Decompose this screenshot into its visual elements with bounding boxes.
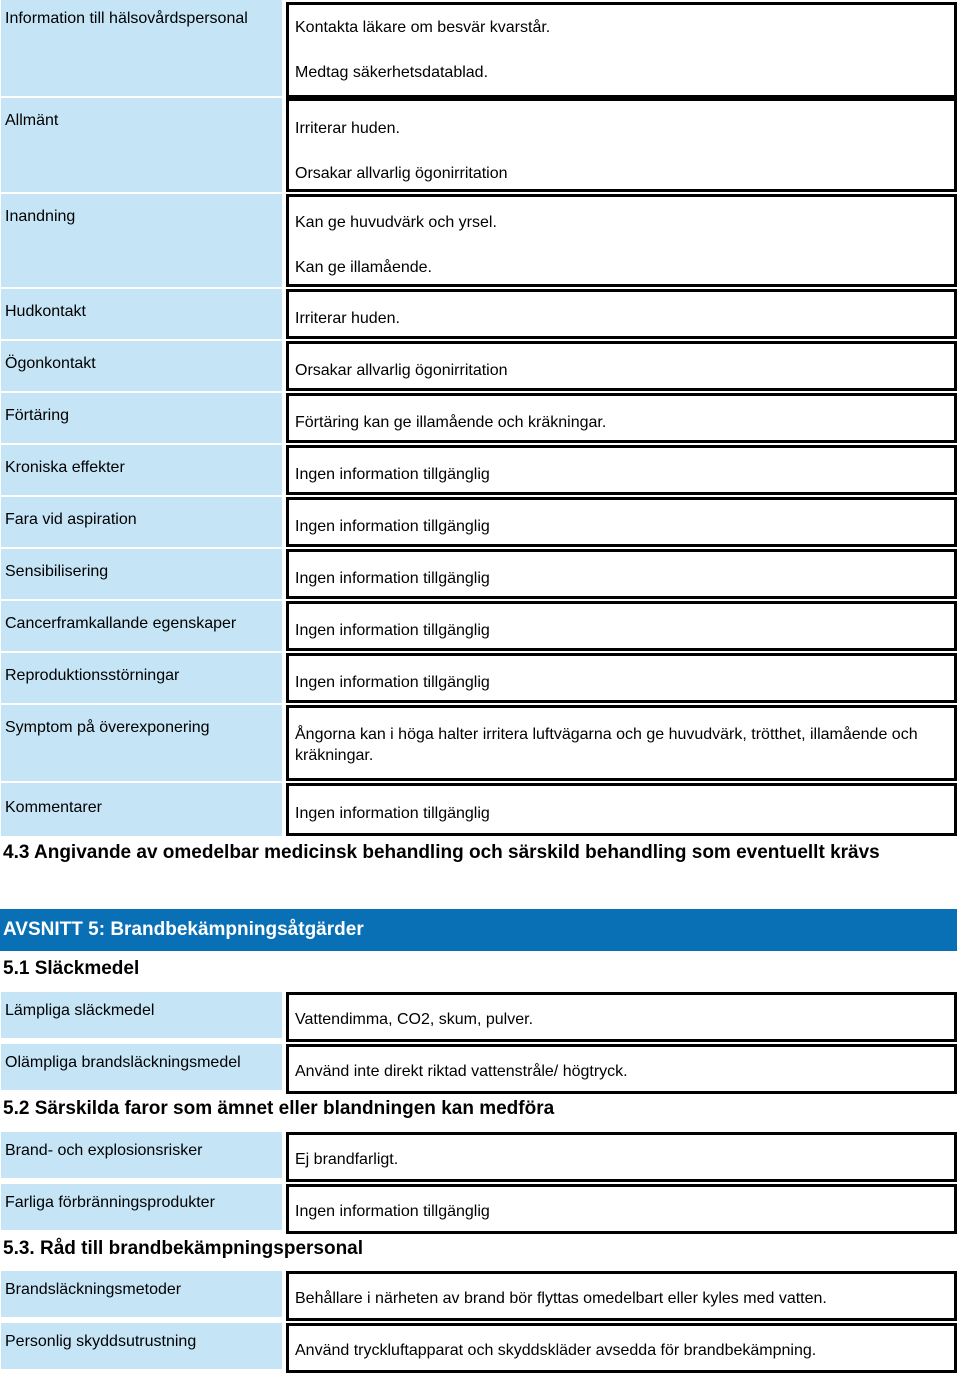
- unsuitable-extinguisher-value: Använd inte direkt riktad vattenstråle/ högtryck.: [286, 1044, 957, 1094]
- health-info-label: Information till hälsovårdspersonal: [1, 0, 282, 96]
- inhalation-value: [286, 194, 957, 287]
- health-info-line-1: Kontakta läkare om besvär kvarstår.: [295, 19, 551, 36]
- chronic-value: Ingen information tillgänglig: [286, 445, 957, 495]
- comments-value: Ingen information tillgänglig: [286, 783, 957, 836]
- protective-equipment-value: Använd tryckluftapparat och skyddskläder avsedda för brandbekämpning.: [286, 1323, 957, 1373]
- skin-label: Hudkontakt: [1, 289, 282, 339]
- ingestion-label: Förtäring: [1, 393, 282, 443]
- sensitization-label: Sensibilisering: [1, 549, 282, 599]
- fire-risk-value: Ej brandfarligt.: [286, 1132, 957, 1182]
- overexposure-value: Ångorna kan i höga halter irritera luftvägarna och ge huvudvärk, trötthet, illamående och kräkningar.: [286, 705, 957, 781]
- overexposure-label: Symptom på överexponering: [1, 705, 282, 781]
- heading-5-1: 5.1 Släckmedel: [3, 958, 140, 979]
- suitable-extinguisher-value: Vattendimma, CO2, skum, pulver.: [286, 992, 957, 1042]
- sensitization-value: Ingen information tillgänglig: [286, 549, 957, 599]
- general-label: Allmänt: [1, 98, 282, 192]
- section-5-title: AVSNITT 5: Brandbekämpningsåtgärder: [0, 909, 957, 951]
- carcinogenic-label: Cancerframkallande egenskaper: [1, 601, 282, 651]
- unsuitable-extinguisher-label: Olämpliga brandsläckningsmedel: [1, 1044, 282, 1090]
- skin-value: Irriterar huden.: [286, 289, 957, 339]
- fire-risk-label: Brand- och explosionsrisker: [1, 1132, 282, 1178]
- inhalation-label: Inandning: [1, 194, 282, 287]
- firefighting-methods-value: Behållare i närheten av brand bör flyttas omedelbart eller kyles med vatten.: [286, 1271, 957, 1321]
- ingestion-value: Förtäring kan ge illamående och kräkningar.: [286, 393, 957, 443]
- health-info-line-2: Medtag säkerhetsdatablad.: [295, 64, 489, 81]
- protective-equipment-label: Personlig skyddsutrustning: [1, 1323, 282, 1369]
- general-value: [286, 98, 957, 192]
- general-line-1: Irriterar huden.: [295, 120, 400, 137]
- reproductive-label: Reproduktionsstörningar: [1, 653, 282, 703]
- general-line-2: Orsakar allvarlig ögonirritation: [295, 165, 508, 182]
- firefighting-methods-label: Brandsläckningsmetoder: [1, 1271, 282, 1317]
- heading-5-3: 5.3. Råd till brandbekämpningspersonal: [3, 1238, 364, 1259]
- suitable-extinguisher-label: Lämpliga släckmedel: [1, 992, 282, 1038]
- aspiration-label: Fara vid aspiration: [1, 497, 282, 547]
- health-info-value: [286, 2, 957, 98]
- heading-5-2: 5.2 Särskilda faror som ämnet eller blandningen kan medföra: [3, 1098, 555, 1119]
- reproductive-value: Ingen information tillgänglig: [286, 653, 957, 703]
- combustion-products-value: Ingen information tillgänglig: [286, 1184, 957, 1234]
- eye-label: Ögonkontakt: [1, 341, 282, 391]
- inhalation-line-1: Kan ge huvudvärk och yrsel.: [295, 214, 497, 231]
- comments-label: Kommentarer: [1, 783, 282, 836]
- chronic-label: Kroniska effekter: [1, 445, 282, 495]
- eye-value: Orsakar allvarlig ögonirritation: [286, 341, 957, 391]
- combustion-products-label: Farliga förbränningsprodukter: [1, 1184, 282, 1230]
- carcinogenic-value: Ingen information tillgänglig: [286, 601, 957, 651]
- aspiration-value: Ingen information tillgänglig: [286, 497, 957, 547]
- heading-4-3: 4.3 Angivande av omedelbar medicinsk behandling och särskild behandling som eventuellt krävs: [3, 842, 880, 863]
- inhalation-line-2: Kan ge illamående.: [295, 259, 432, 276]
